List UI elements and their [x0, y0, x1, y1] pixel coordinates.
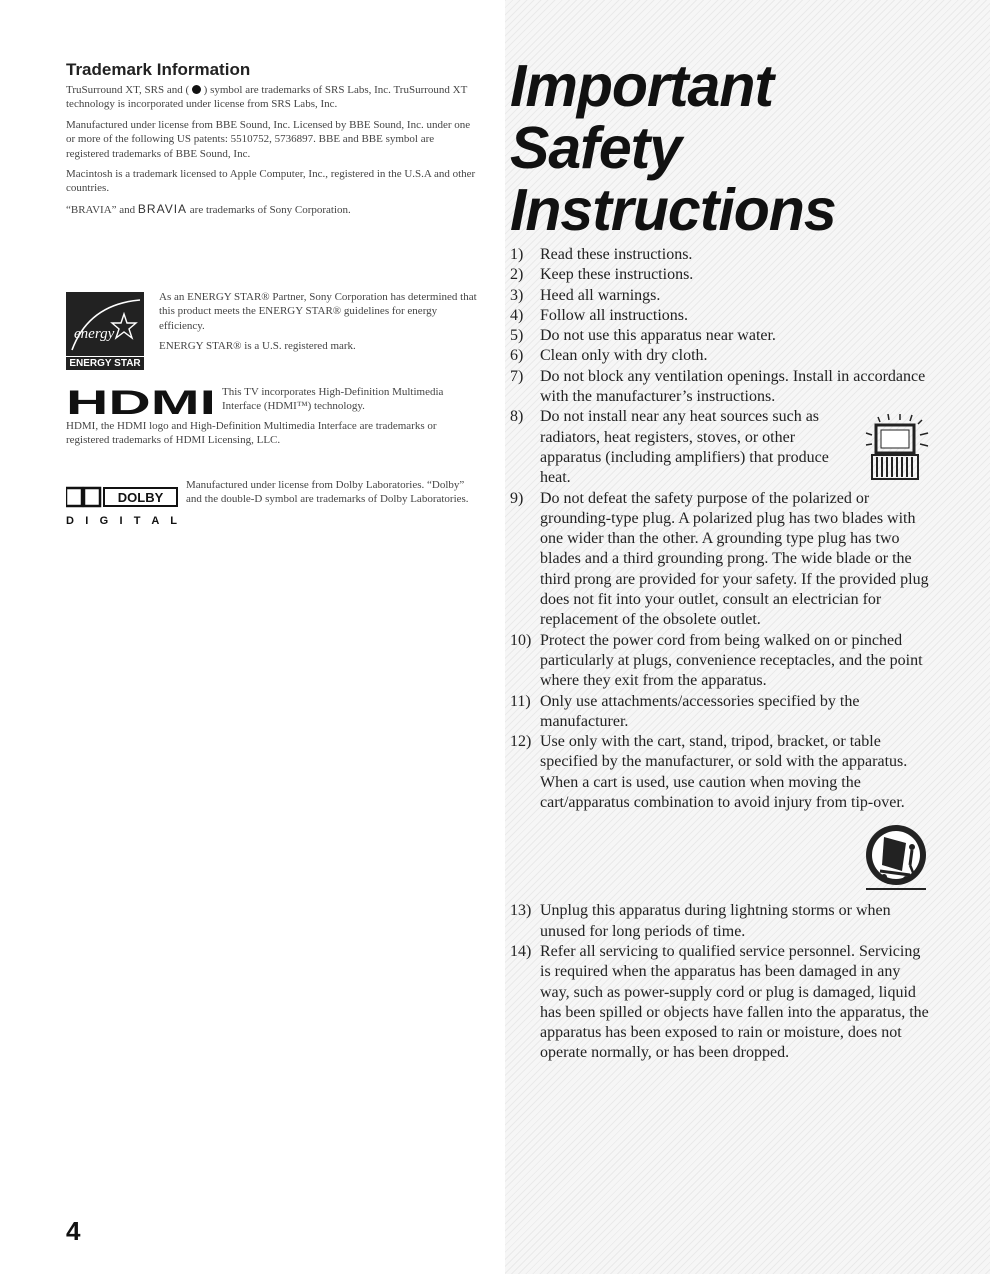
list-item: 8) Do not install near any heat sources such as radiators, heat registers, stoves, or other apparatus (including amplifiers) that produce heat.: [510, 407, 930, 488]
macintosh-paragraph: Macintosh is a trademark licensed to Apple Computer, Inc., registered in the U.S.A and other countries.: [66, 168, 476, 195]
page-number: 4: [66, 1216, 81, 1246]
list-item: 1) Read these instructions.: [510, 246, 693, 263]
list-item: 2) Keep these instructions.: [510, 266, 694, 284]
list-item: 5) Do not use this apparatus near water.: [510, 327, 776, 345]
svg-text:DOLBY: DOLBY: [117, 490, 164, 505]
list-item: 6) Clean only with dry cloth.: [510, 347, 708, 365]
energy-star-band: ENERGY STAR: [66, 356, 144, 370]
title-line-2: Safety: [510, 115, 682, 181]
srs-text-after: ) symbol are trademarks of SRS Labs, Inc. TruSurround XT technology is incorporated under license from SRS Labs, Inc.: [66, 84, 468, 111]
srs-paragraph: [66, 83, 478, 112]
cart-warning-icon-row: [510, 823, 930, 893]
energy-star-logo: [66, 292, 144, 358]
bravia-paragraph: [66, 202, 478, 217]
title-line-3: Instructions: [510, 177, 836, 243]
energy-star-registered: ENERGY STAR® is a U.S. registered mark.: [159, 340, 356, 353]
energy-star-text-block: [159, 290, 479, 360]
hdmi-text-2: HDMI, the HDMI logo and High-Definition Multimedia Interface are trademarks or registered trademarks of HDMI Licensing, LLC.: [66, 420, 437, 447]
bravia-text-before: “BRAVIA” and: [66, 203, 136, 216]
list-item: 12) Use only with the cart, stand, tripod, bracket, or table specified by the manufacturer, or sold with the apparatus. When a cart is used, use caution when moving the cart/apparatus combination to avoid injury from tip-over.: [510, 733, 908, 812]
hdmi-logo: [66, 389, 218, 417]
svg-text:HDMI: HDMI: [66, 389, 216, 417]
bbe-paragraph: Manufactured under license from BBE Sound, Inc. Licensed by BBE Sound, Inc. under one or more of the following US patents: 5510752, 5736897. BBE and BBE symbol are registered trademarks of BBE Sound, Inc.: [66, 118, 471, 160]
list-item: 13) Unplug this apparatus during lightning storms or when unused for long periods of time.: [510, 902, 891, 940]
safety-section: [510, 55, 930, 1064]
heat-source-tv-icon: [858, 411, 932, 481]
dolby-digital-logo: [66, 482, 181, 530]
list-item: 14) Refer all servicing to qualified service personnel. Servicing is required when the apparatus has been damaged in any way, such as power-supply cord or plug is damaged, liquid has been spilled or objects have fallen into the apparatus, the apparatus has been exposed to rain or moisture, does not operate normally, or has been dropped.: [510, 942, 929, 1062]
hdmi-text-1: This TV incorporates High-Definition Multimedia Interface (HDMI™) technology.: [222, 386, 444, 413]
list-item: 7) Do not block any ventilation openings. Install in accordance with the manufacturer’s instructions.: [510, 367, 926, 406]
safety-list: [510, 245, 930, 1064]
svg-text:D I G I T A L: D I G I T A L: [66, 515, 177, 527]
srs-text-before: TruSurround XT, SRS and (: [66, 84, 190, 96]
safety-title: [510, 55, 930, 241]
energy-star-script: energy: [74, 326, 115, 342]
list-item: 4) Follow all instructions.: [510, 306, 688, 324]
bravia-logo: BRAVIA: [137, 201, 188, 216]
list-item: 11) Only use attachments/accessories specified by the manufacturer.: [510, 692, 860, 730]
dolby-text: Manufactured under license from Dolby Laboratories. “Dolby” and the double-D symbol are trademarks of Dolby Laboratories.: [186, 479, 469, 506]
title-line-1: Important: [510, 53, 774, 119]
srs-dot-icon: [192, 85, 201, 94]
bravia-text-after: are trademarks of Sony Corporation.: [189, 203, 351, 216]
list-item: 10) Protect the power cord from being walked on or pinched particularly at plugs, convenience receptacles, and the point where they exit from the apparatus.: [510, 631, 923, 690]
energy-star-text: As an ENERGY STAR® Partner, Sony Corporation has determined that this product meets the ENERGY STAR® guidelines for energy efficiency.: [159, 291, 477, 332]
list-item: 3) Heed all warnings.: [510, 286, 661, 304]
cart-tip-over-warning-icon: [862, 823, 930, 893]
energy-star-block: [66, 290, 478, 380]
list-item: 9) Do not defeat the safety purpose of the polarized or grounding-type plug. A polarized plug has two blades with one wider than the other. A grounding type plug has two blades and a third grounding prong. The wide blade or the third prong are provided for your safety. If the provided plug does not fit into your outlet, consult an electrician for replacement of the obsolete outlet.: [510, 489, 929, 629]
trademark-heading: Trademark Information: [66, 60, 251, 79]
trademark-section: [66, 60, 478, 527]
